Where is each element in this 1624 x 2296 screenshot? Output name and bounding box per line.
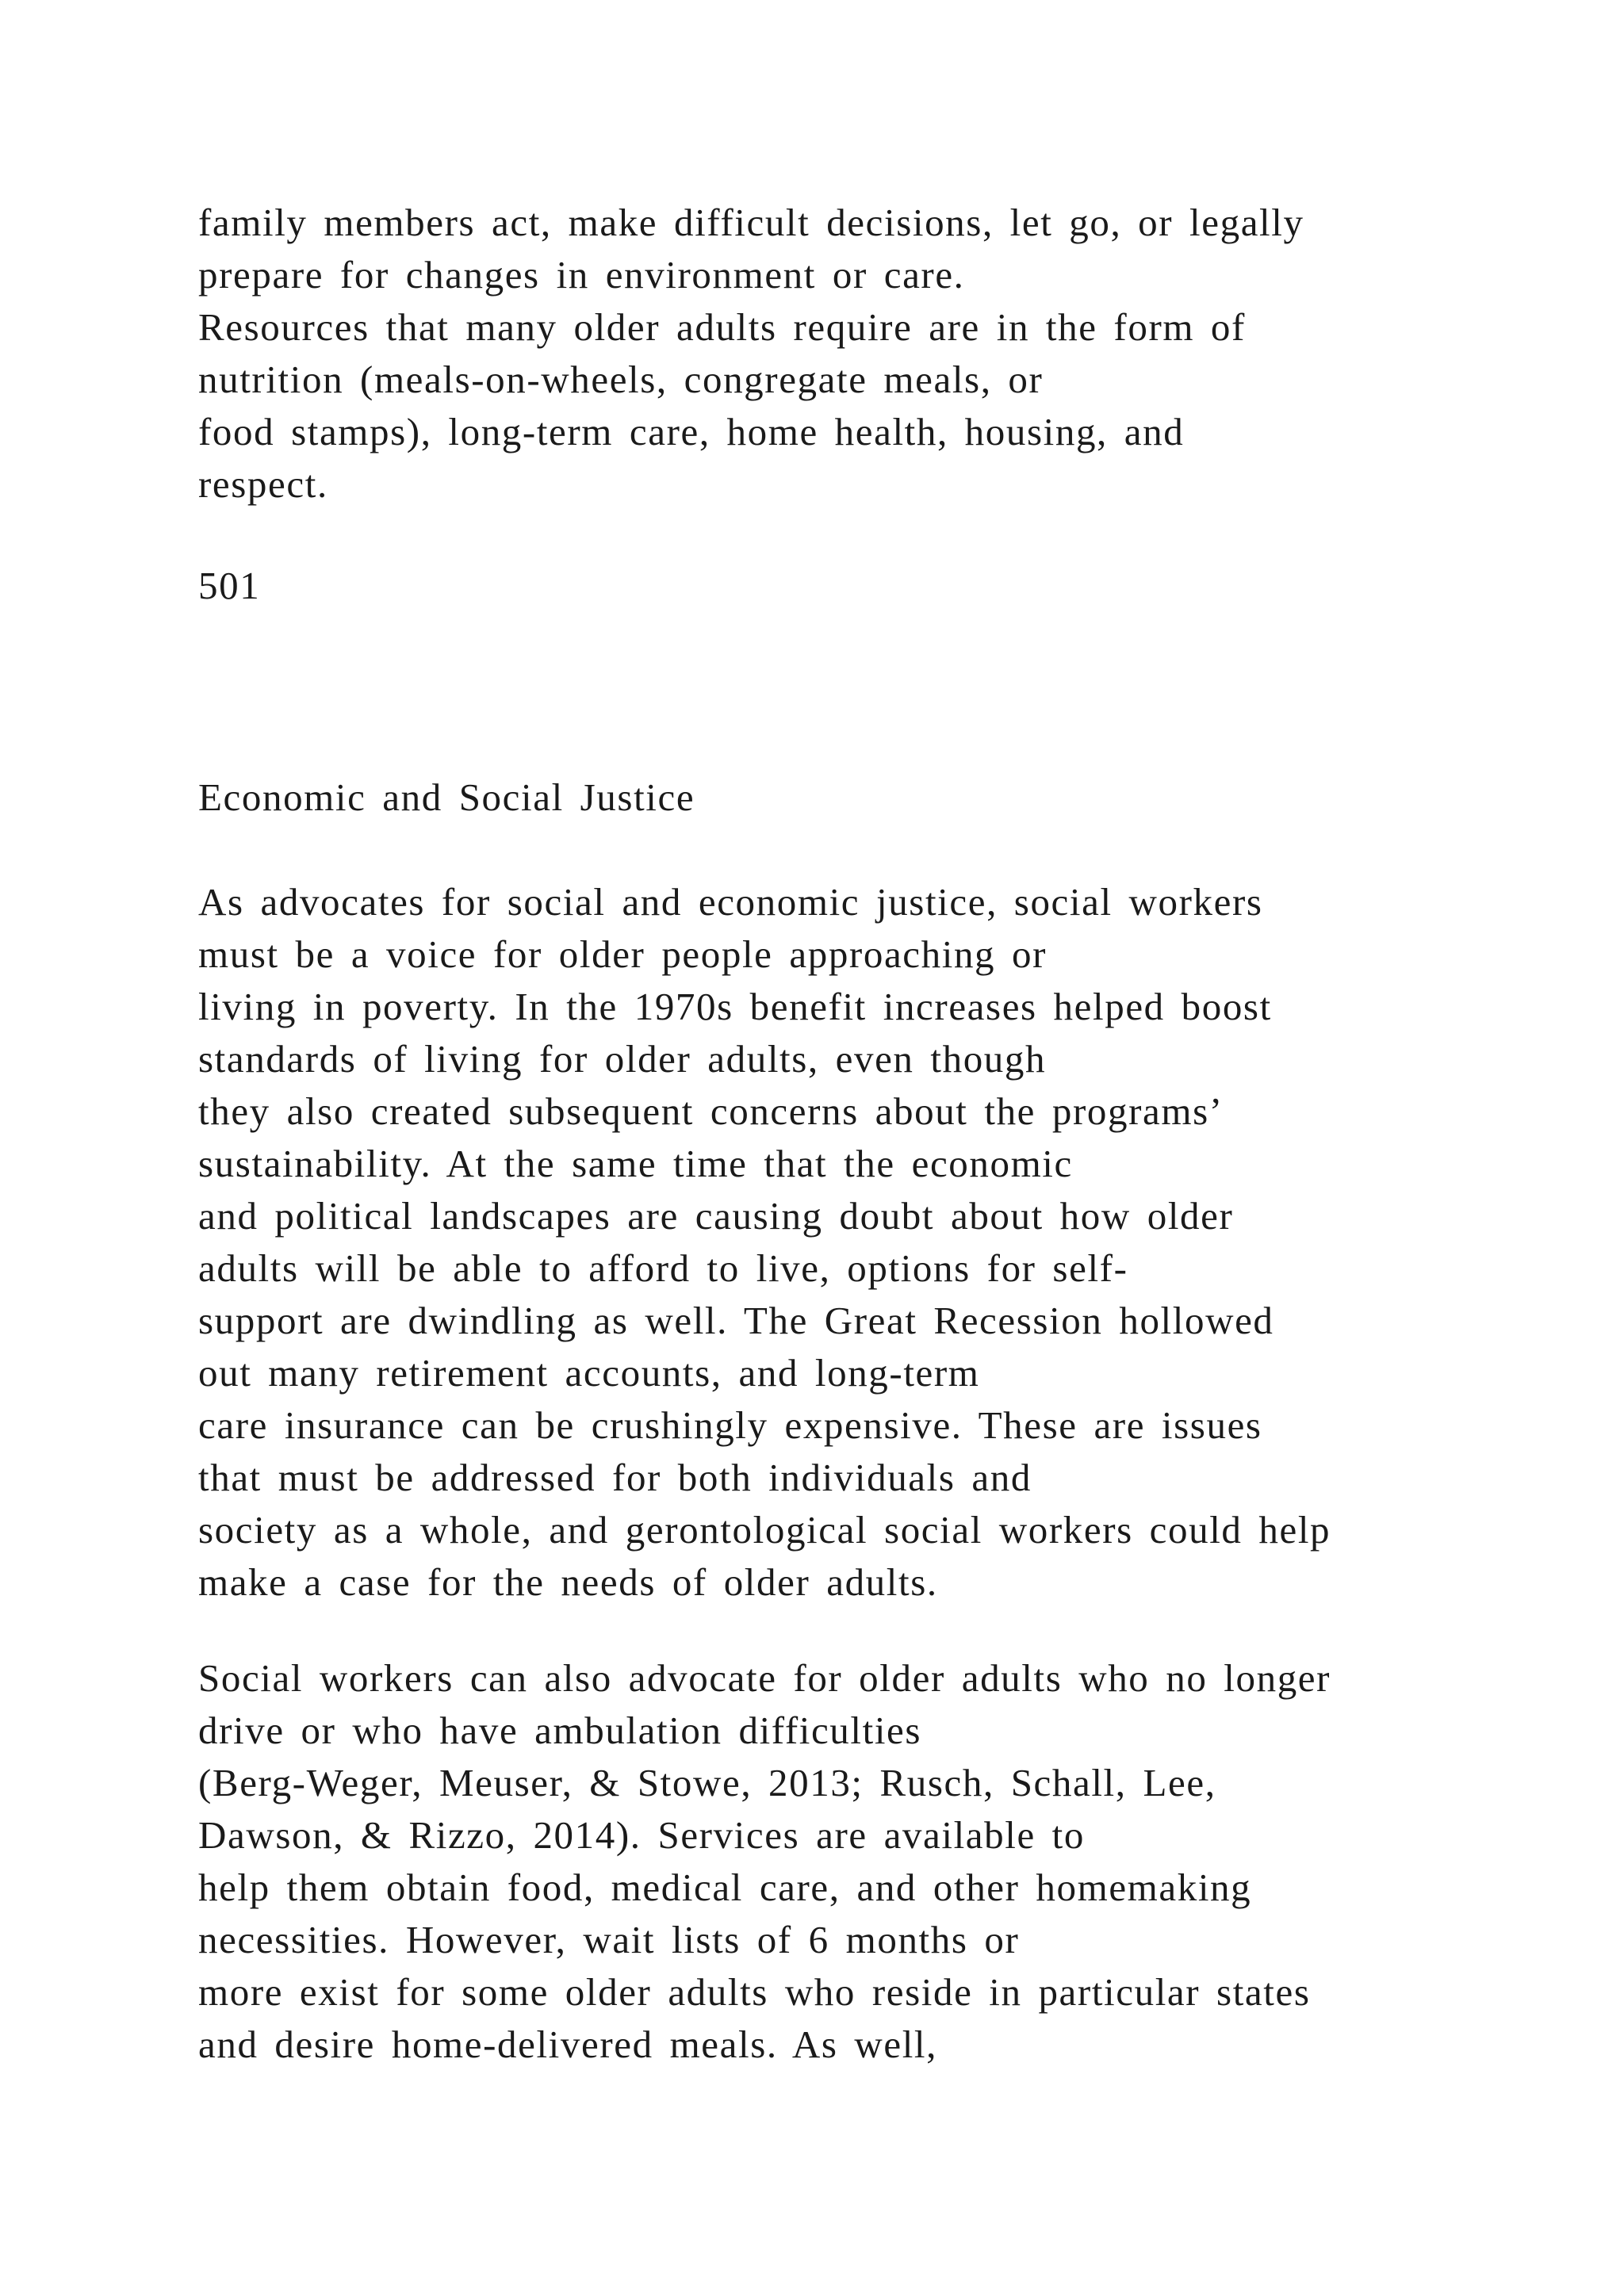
text-line: Resources that many older adults require are in the form of	[198, 305, 1246, 349]
text-line: food stamps), long-term care, home health, housing, and	[198, 410, 1185, 453]
text-line: help them obtain food, medical care, and other homemaking	[198, 1866, 1252, 1909]
text-line: Social workers can also advocate for older adults who no longer	[198, 1656, 1331, 1700]
text-line: Dawson, & Rizzo, 2014). Services are available to	[198, 1813, 1085, 1857]
text-line: nutrition (meals-on-wheels, congregate meals, or	[198, 358, 1044, 401]
text-line: As advocates for social and economic justice, social workers	[198, 880, 1263, 924]
text-line: adults will be able to afford to live, options for self-	[198, 1246, 1128, 1290]
page-number	[198, 560, 260, 612]
text-line: and desire home-delivered meals. As well,	[198, 2022, 937, 2066]
text-line: care insurance can be crushingly expensive. These are issues	[198, 1403, 1262, 1447]
text-line: they also created subsequent concerns about the programs’	[198, 1089, 1224, 1133]
paragraph-resources	[198, 197, 1304, 511]
text-line: support are dwindling as well. The Great Recession hollowed	[198, 1299, 1274, 1342]
text-line: that must be addressed for both individuals and	[198, 1456, 1032, 1499]
text-line: prepare for changes in environment or care.	[198, 253, 965, 297]
text-line: society as a whole, and gerontological social workers could help	[198, 1508, 1331, 1552]
text-line: living in poverty. In the 1970s benefit increases helped boost	[198, 985, 1272, 1028]
text-line: (Berg-Weger, Meuser, & Stowe, 2013; Rusch, Schall, Lee,	[198, 1761, 1216, 1804]
section-heading	[198, 771, 695, 824]
text-line: respect.	[198, 462, 328, 506]
text-line: out many retirement accounts, and long-term	[198, 1351, 980, 1395]
page-number-text: 501	[198, 564, 261, 607]
text-line: drive or who have ambulation difficulties	[198, 1709, 922, 1752]
section-heading-text: Economic and Social Justice	[198, 775, 695, 819]
text-line: sustainability. At the same time that the economic	[198, 1142, 1073, 1185]
text-line: must be a voice for older people approaching or	[198, 932, 1048, 976]
paragraph-advocacy	[198, 876, 1331, 1609]
text-line: standards of living for older adults, even though	[198, 1037, 1047, 1081]
text-line: make a case for the needs of older adults.	[198, 1560, 938, 1604]
text-line: and political landscapes are causing doubt about how older	[198, 1194, 1234, 1238]
text-line: more exist for some older adults who reside in particular states	[198, 1970, 1311, 2014]
text-line: necessities. However, wait lists of 6 months or	[198, 1918, 1020, 1961]
paragraph-services	[198, 1652, 1331, 2071]
text-line: family members act, make difficult decisions, let go, or legally	[198, 201, 1304, 244]
